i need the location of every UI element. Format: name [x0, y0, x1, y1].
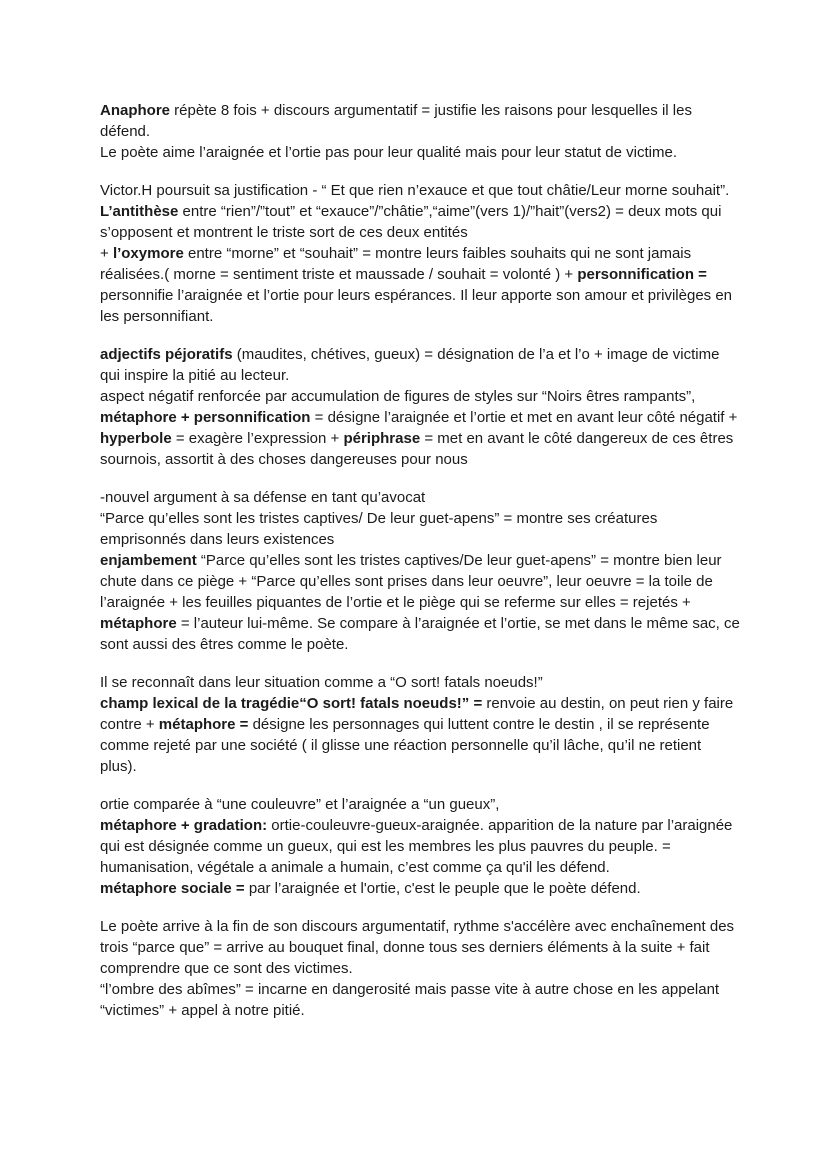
text-run: = met en avant le côté dangereux de ces êtres sournois, assortit à des choses dangereuses pour nous	[100, 430, 734, 468]
paragraph	[100, 508, 740, 550]
text-block	[100, 794, 740, 899]
bold-text-run: personnification =	[577, 266, 707, 283]
paragraph	[100, 243, 740, 327]
text-run: Le poète arrive à la fin de son discours argumentatif, rythme s'accélère avec enchaînement des trois “parce que” = arrive au bouquet final, donne tous ses derniers éléments à la suite + fait comprendre que ce sont des victimes.	[100, 918, 735, 977]
paragraph	[100, 550, 740, 655]
text-run: = l’auteur lui-même. Se compare à l’araignée et l’ortie, se met dans le même sac, ce sont aussi des êtres comme le poète.	[100, 615, 740, 653]
bold-text-run: métaphore + personnification	[100, 409, 311, 426]
text-run: ortie comparée à “une couleuvre” et l’araignée a “un gueux”,	[100, 796, 500, 813]
text-block	[100, 916, 740, 1021]
paragraph	[100, 916, 740, 979]
text-run: désigne les personnages qui luttent contre le destin , il se représente comme rejeté par une société ( il glisse une réaction personnelle qu’il lâche, qu’il ne retient plus).	[100, 716, 710, 775]
text-block	[100, 344, 740, 470]
paragraph	[100, 815, 740, 878]
text-block	[100, 672, 740, 777]
bold-text-run: périphrase	[343, 430, 421, 447]
bold-text-run: l’oxymore	[112, 245, 184, 262]
text-block	[100, 100, 740, 163]
text-run: entre “rien”/”tout” et “exauce”/”châtie”,“aime”(vers 1)/”hait”(vers2) = deux mots qui s’opposent et montrent le triste sort de ces deux entités	[100, 203, 722, 241]
text-run: par l’araignée et l'ortie, c'est le peuple que le poète défend.	[244, 880, 641, 897]
paragraph	[100, 693, 740, 777]
text-run: = exagère l’expression +	[171, 430, 344, 447]
paragraph	[100, 979, 740, 1021]
bold-text-run: enjambement	[100, 552, 197, 569]
bold-text-run: métaphore sociale =	[100, 880, 245, 897]
bold-text-run: métaphore + gradation:	[100, 817, 268, 834]
text-run: (maudites, chétives, gueux) = désignation de l’a et l’o + image de victime qui inspire la pitié au lecteur.	[100, 346, 720, 384]
document-text	[100, 100, 740, 1021]
bold-text-run: métaphore =	[158, 716, 249, 733]
text-run: “Parce qu’elles sont les tristes captives/ De leur guet-apens” = montre ses créatures emprisonnés dans leurs existences	[100, 510, 658, 548]
paragraph	[100, 878, 740, 899]
text-run: répète 8 fois + discours argumentatif = justifie les raisons pour lesquelles il les défend.	[100, 102, 692, 140]
bold-text-run: “O sort! fatals noeuds!” =	[299, 695, 483, 712]
paragraph	[100, 344, 740, 386]
text-run: aspect négatif renforcée par accumulation de figures de styles sur “Noirs êtres rampants”,	[100, 388, 696, 405]
text-run: personnifie l’araignée et l’ortie pour leurs espérances. Il leur apporte son amour et privilèges en les personnifiant.	[100, 287, 733, 325]
paragraph	[100, 794, 740, 815]
bold-text-run: Anaphore	[100, 102, 171, 119]
text-run: ortie-couleuvre-gueux-araignée. apparition de la nature par l’araignée qui est désignée comme un gueux, qui est les membres les plus pauvres du peuple. = humanisation, végétale a animale a humain, c’est comme ça qu'il les défend.	[100, 817, 733, 876]
bold-text-run: hyperbole	[100, 430, 172, 447]
paragraph	[100, 142, 740, 163]
text-run: “Parce qu’elles sont les tristes captives/De leur guet-apens” = montre bien leur chute dans ce piège + “Parce qu’elles sont prises dans leur oeuvre”, leur oeuvre = la toile de l’araignée + les feuilles piquantes de l’ortie et le piège qui se referme sur elles = rejetés +	[100, 552, 722, 611]
text-run: renvoie au destin, on peut rien y faire contre +	[100, 695, 734, 733]
paragraph	[100, 672, 740, 693]
bold-text-run: champ lexical de la tragédie	[100, 695, 300, 712]
text-run: Il se reconnaît dans leur situation comme a “O sort! fatals noeuds!”	[100, 674, 543, 691]
paragraph	[100, 201, 740, 243]
paragraph	[100, 180, 740, 201]
text-run: “l’ombre des abîmes” = incarne en dangerosité mais passe vite à autre chose en les appelant “victimes” + appel à notre pitié.	[100, 981, 720, 1019]
text-block	[100, 180, 740, 327]
text-run: entre “morne” et “souhait” = montre leurs faibles souhaits qui ne sont jamais réalisées.( morne = sentiment triste et maussade / souhait = volonté ) +	[100, 245, 692, 283]
text-run: +	[100, 245, 113, 262]
text-block	[100, 487, 740, 655]
paragraph	[100, 386, 740, 470]
paragraph	[100, 100, 740, 142]
text-run: -nouvel argument à sa défense en tant qu’avocat	[100, 489, 426, 506]
paragraph	[100, 487, 740, 508]
text-run: = désigne l’araignée et l’ortie et met en avant leur côté négatif +	[310, 409, 738, 426]
bold-text-run: métaphore	[100, 615, 177, 632]
text-run: Victor.H poursuit sa justification - “ Et que rien n’exauce et que tout châtie/Leur morne souhait”.	[100, 182, 730, 199]
bold-text-run: L’antithèse	[100, 203, 179, 220]
text-run: Le poète aime l’araignée et l’ortie pas pour leur qualité mais pour leur statut de victime.	[100, 144, 677, 161]
bold-text-run: adjectifs péjoratifs	[100, 346, 233, 363]
